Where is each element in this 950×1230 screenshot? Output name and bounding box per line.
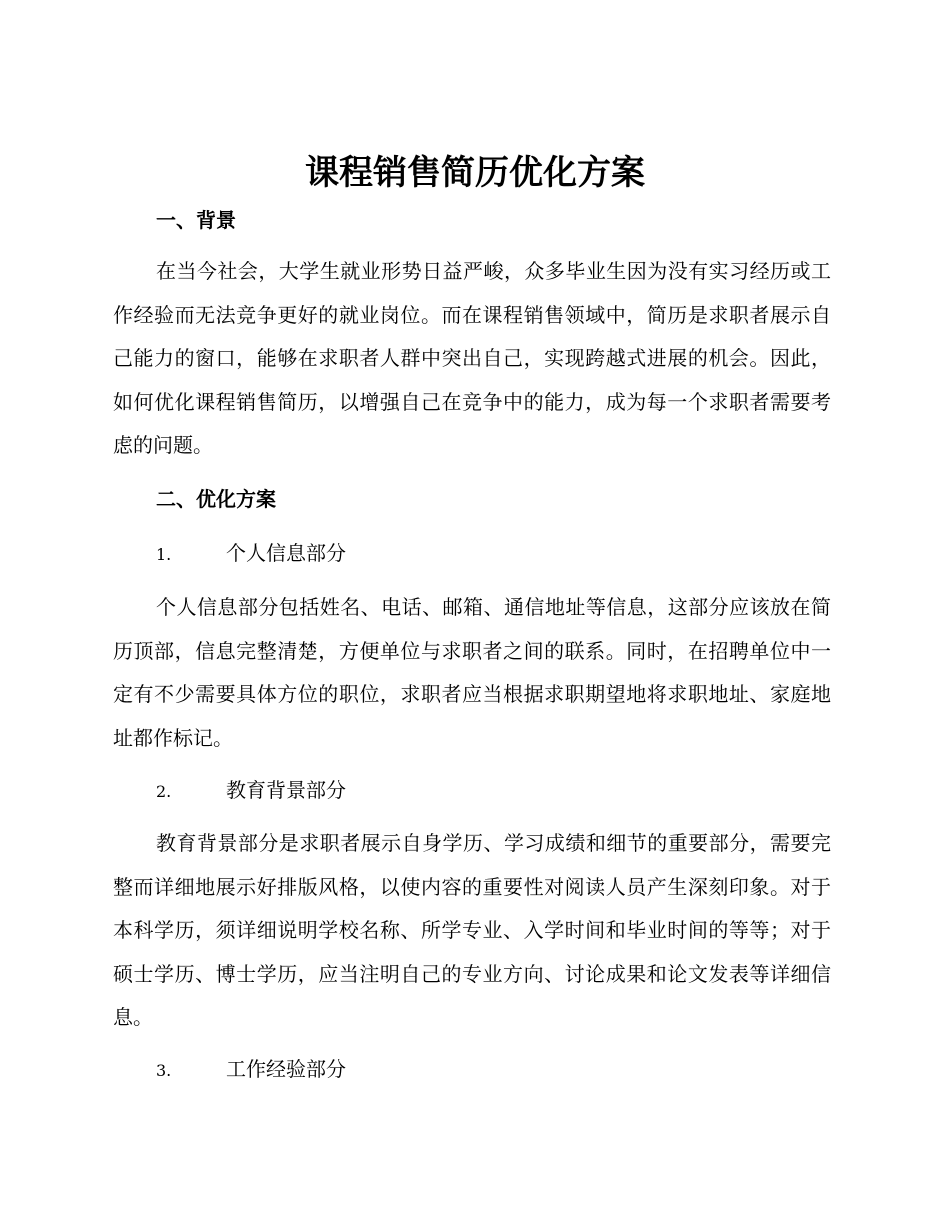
list-item-title: 个人信息部分 [226,541,346,565]
personal-info-paragraph: 个人信息部分包括姓名、电话、邮箱、通信地址等信息，这部分应该放在简历顶部，信息完整清楚，方便单位与求职者之间的联系。同时，在招聘单位中一定有不少需要具体方位的职位，求职者应当根据求职期望地将求职地址、家庭地址都作标记。 [113,595,831,750]
section-heading-optimization: 二、优化方案 [156,487,276,511]
list-item-number: 2. [156,782,172,801]
document-title: 课程销售简历优化方案 [305,153,645,193]
list-item-personal-info [156,538,346,568]
list-item-education [156,775,346,805]
list-item-title: 工作经验部分 [226,1057,346,1081]
list-item-title: 教育背景部分 [226,778,346,802]
background-paragraph: 在当今社会，大学生就业形势日益严峻，众多毕业生因为没有实习经历或工作经验而无法竞争更好的就业岗位。而在课程销售领域中，简历是求职者展示自己能力的窗口，能够在求职者人群中突出自己，实现跨越式进展的机会。因此，如何优化课程销售简历，以增强自己在竞争中的能力，成为每一个求职者需要考虑的问题。 [113,259,831,457]
list-item-work-experience [156,1054,346,1084]
list-item-number: 1. [156,545,172,564]
section-heading-background: 一、背景 [156,208,236,232]
list-item-number: 3. [156,1061,172,1080]
education-paragraph: 教育背景部分是求职者展示自身学历、学习成绩和细节的重要部分，需要完整而详细地展示好排版风格，以使内容的重要性对阅读人员产生深刻印象。对于本科学历，须详细说明学校名称、所学专业、入学时间和毕业时间的等等；对于硕士学历、博士学历，应当注明自己的专业方向、讨论成果和论文发表等详细信息。 [113,831,831,1029]
